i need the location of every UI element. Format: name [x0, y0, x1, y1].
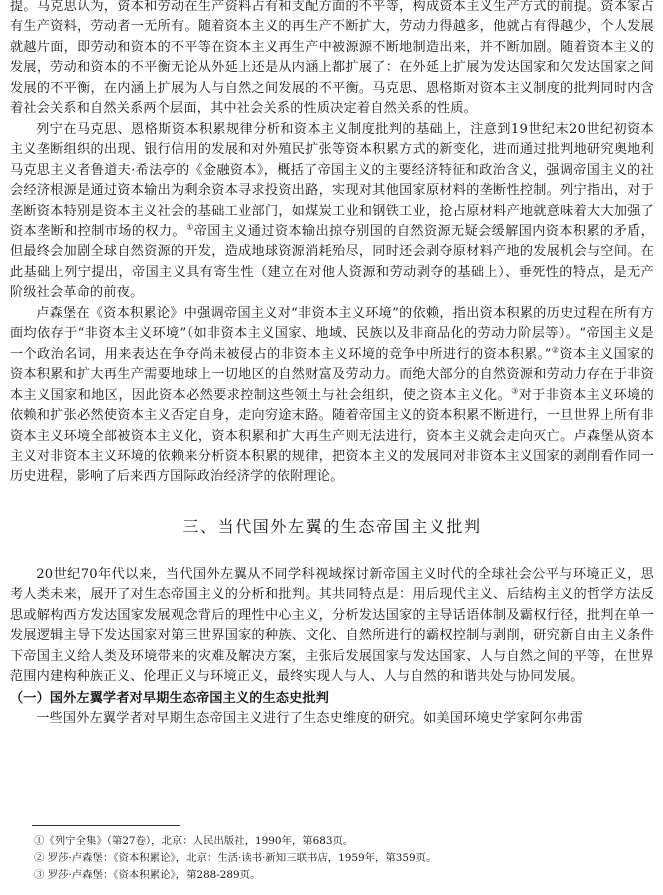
footnote-1: ①《列宁全集》（第27卷），北京：人民出版社，1990年，第683页。 [34, 835, 354, 847]
footnotes [34, 833, 654, 885]
paragraph-text: 列宁在马克思、恩格斯资本积累规律分析和资本主义制度批判的基础上，注意到19世纪末20世纪初资本主义垄断组织的出现、银行信用的发展和对外殖民扩张等资本积累方式的新变化，进而通过批判地研究奥地利马克思主义者鲁道夫·希法亭的《金融资本》，概括了帝国主义的主要经济特征和政治含义，强调帝国主义的社会经济根源是通过资本输出为剩余资本寻求投资出路，实现对其他国家原材料的垄断性控制。列宁指出，对于垄断资本特别是资本主义社会的基础工业部门，如煤炭工业和钢铁工业，抢占原材料产地就意味着大大加强了资本垄断和控制市场的权力。 [10, 121, 654, 239]
footnote-divider [32, 825, 180, 826]
paragraph-text: 对于非资本主义环境的依赖和扩张必然使资本主义否定自身，走向穷途末路。随着帝国主义的资本积累不断进行，一旦世界上所有非资本主义环境全部被资本主义化，资本积累和扩大再生产则无法进行，资本主义就会走向灭亡。卢森堡从资本主义对非资本主义环境的依赖来分析资本积累的规律，把资本主义的发展同对非资本主义国家的剥削看作同一历史进程，影响了后来西方国际政治经济学的依附理论。 [10, 387, 655, 485]
section-title: 三、当代国外左翼的生态帝国主义批判 [182, 516, 482, 536]
paragraph-text: 卢森堡在《资本积累论》中强调帝国主义对“非资本主义环境”的依赖，指出资本积累的历史过程在所有方面均依存于“非资本主义环境”（如非资本主义国家、地域、民族以及非商品化的劳动力阶层等）。“帝国主义是一个政治名词，用来表达在争夺尚未被侵占的非资本主义环境的竞争中所进行的资本积累。” [10, 305, 654, 362]
paragraph-text: 提。马克思认为，资本和劳动在生产资料占有和支配方面的不平等，构成资本主义生产方式的前提。资本家占有生产资料，劳动者一无所有。随着资本主义的再生产不断扩大，劳动力得越多，他就占有得越少，个人发展就越片面，即劳动和资本的不平等在资本主义再生产中被源源不断地制造出来，并不断加剧。随着资本主义的发展，劳动和资本的不平衡无论从外延上还是从内涵上都扩展了：在外延上扩展为发达国家和欠发达国家之间发展的不平衡，在内涵上扩展为人与自然之间发展的不平衡。马克思、恩格斯对资本主义制度的批判同时内含着社会关系和自然关系两个层面，其中社会关系的性质决定着自然关系的性质。 [10, 0, 654, 117]
footnote-3: ③ 罗莎·卢森堡：《资本积累论》，第288-289页。 [34, 869, 261, 882]
footnote-2: ② 罗莎·卢森堡：《资本积累论》，北京：生活·读书·新知三联书店，1959年，第359页。 [34, 852, 437, 865]
body-paragraph [10, 565, 654, 688]
footnote-marker[interactable]: ① [186, 222, 194, 232]
subsection-heading: （一）国外左翼学者对早期生态帝国主义的生态史批判 [10, 690, 330, 706]
footnote-marker[interactable]: ③ [511, 386, 519, 396]
body-paragraph [10, 120, 654, 304]
paragraph-text: 20世纪70年代以来，当代国外左翼从不同学科视域探讨新帝国主义时代的全球社会公平与环境正义，思考人类未来，展开了对生态帝国主义的分析和批判。其共同特点是：用后现代主义、后结构主义的哲学方法反思或解构西方发达国家发展观念背后的理性中心主义，分析发达国家的主导话语体制及霸权行径，批判在单一发展逻辑主导下发达国家对第三世界国家的种族、文化、自然所进行的霸权控制与剥削，研究新自由主义条件下帝国主义给人类及环境带来的灾难及解决方案，主张后发展国家与发达国家、人与自然之间的平等，在世界范围内建构种族正义、伦理正义与环境正义，最终实现人与人、人与自然的和谐共处与协同发展。 [10, 566, 654, 685]
paragraph-text: 一些国外左翼学者对早期生态帝国主义进行了生态史维度的研究。如美国环境史学家阿尔弗雷 [36, 711, 584, 727]
paragraph-text: 资本主义国家的资本积累和扩大再生产需要地球上一切地区的自然财富及劳动力。而绝大部分的自然资源和劳动力存在于非资本主义国家和地区，因此资本必然要求控制这些领土与社会组织，使之资本主义化。 [10, 346, 655, 403]
body-paragraph [10, 709, 654, 729]
paragraph-text: 帝国主义通过资本输出掠夺别国的自然资源无疑会缓解国内资本积累的矛盾，但最终会加剧全球自然资源的开发，造成地球资源消耗殆尽，同时还会剥夺原材料产地的发展机会与空间。在此基础上列宁提出，帝国主义具有寄生性（建立在对他人资源和劳动剥夺的基础上）、垂死性的特点，是无产阶级社会革命的前夜。 [10, 223, 655, 301]
body-paragraph [10, 0, 654, 120]
body-paragraph [10, 304, 654, 488]
footnote-marker[interactable]: ② [551, 345, 560, 355]
